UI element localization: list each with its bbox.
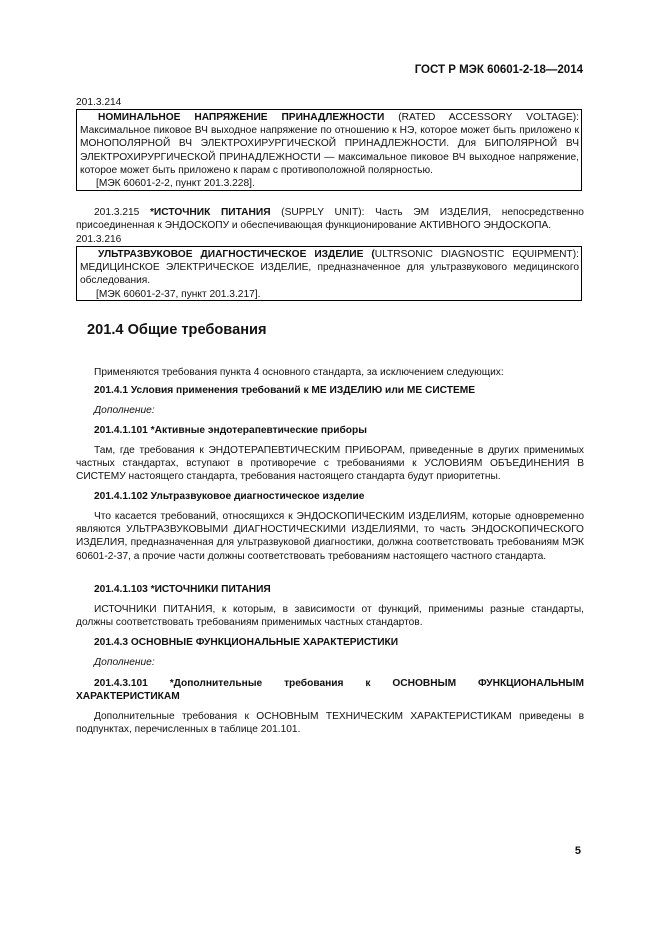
addition-label: Дополнение:	[94, 657, 155, 668]
definition-215	[76, 206, 584, 232]
definition-text: (SUPPLY UNIT): Часть ЭМ ИЗДЕЛИЯ, непосредственно присоединенная к ЭНДОСКОПУ и обеспечивающая функционирование АКТИВНОГО ЭНДОСКОПА.	[76, 207, 584, 232]
page-number: 5	[574, 845, 581, 857]
definition-number: 201.3.216	[76, 234, 122, 245]
definition-reference: [МЭК 60601-2-2, пункт 201.3.228].	[96, 178, 255, 190]
paragraph-4-3-101: Дополнительные требования к ОСНОВНЫМ ТЕХНИЧЕСКИМ ХАРАКТЕРИСТИКАМ приведены в подпунктах, перечисленных в таблице 201.101.	[76, 711, 584, 736]
definition-number: 201.3.215	[94, 207, 140, 218]
definition-box-214	[76, 109, 582, 191]
definition-term: НОМИНАЛЬНОЕ НАПРЯЖЕНИЕ ПРИНАДЛЕЖНОСТИ	[98, 112, 385, 123]
subsection-heading-4-1-102: 201.4.1.102 Ультразвуковое диагностическое изделие	[94, 491, 365, 502]
definition-term: УЛЬТРАЗВУКОВОЕ ДИАГНОСТИЧЕСКОЕ ИЗДЕЛИЕ (	[98, 249, 375, 260]
subsection-heading-4-1-103: 201.4.1.103 *ИСТОЧНИКИ ПИТАНИЯ	[94, 584, 271, 595]
definition-number-216	[76, 233, 584, 246]
definition-text: (RATED ACCESSORY VOLTAGE): Максимальное пиковое ВЧ выходное напряжение по отношению к НЭ, которое может быть приложено к МОНОПОЛЯРНОЙ ВЧ ЭЛЕКТРОХИРУРГИЧЕСКОЙ ПРИНАДЛЕЖНОСТИ. Для БИПОЛЯРНОЙ ВЧ ЭЛЕКТРОХИРУРГИЧЕСКОЙ ПРИНАДЛЕЖНОСТИ — максимальное пиковое ВЧ выходное напряжение, которое может быть приложено к парам с противоположной полярностью.	[80, 112, 579, 176]
definition-text: ULTRSONIC DIAGNOSTIC EQUIPMENT): МЕДИЦИНСКОЕ ЭЛЕКТРИЧЕСКОЕ ИЗДЕЛИЕ, предназначенное для ультразвукового медицинского обследования.	[80, 249, 579, 287]
paragraph-4-1-101: Там, где требования к ЭНДОТЕРАПЕВТИЧЕСКИМ ПРИБОРАМ, приведенные в других применимых частных стандартах, вступают в противоречие с требованиями к УСЛОВИЯМ ОБЪЕДИНЕНИЯ В СИСТЕМУ настоящего стандарта, требования настоящего стандарта будут приоритетны.	[76, 445, 584, 483]
addition-label: Дополнение:	[94, 405, 155, 416]
subsection-heading-4-3-101: 201.4.3.101 *Дополнительные требования к ОСНОВНЫМ ФУНКЦИОНАЛЬНЫМ ХАРАКТЕРИСТИКАМ	[76, 678, 584, 703]
definition-number: 201.3.214	[76, 97, 122, 108]
paragraph-4-1-102: Что касается требований, относящихся к ЭНДОСКОПИЧЕСКИМ ИЗДЕЛИЯМ, которые одновременно являются УЛЬТРАЗВУКОВЫМИ ДИАГНОСТИЧЕСКИМИ ИЗДЕЛИЯМИ, то часть ЭНДОСКОПИЧЕСКОГО ИЗДЕЛИЯ, предназначенная для ультразвуковой диагностики, должна соответствовать требованиям МЭК 60601-2-37, а прочие части должны соответствовать требованиям настоящего частного стандарта.	[76, 511, 584, 562]
subsection-heading-4-1-101: 201.4.1.101 *Активные эндотерапевтические приборы	[94, 425, 367, 436]
subsection-heading-4-1: 201.4.1 Условия применения требований к МЕ ИЗДЕЛИЮ или МЕ СИСТЕМЕ	[94, 385, 476, 396]
intro-paragraph: Применяются требования пункта 4 основного стандарта, за исключением следующих:	[94, 367, 504, 378]
definition-term: *ИСТОЧНИК ПИТАНИЯ	[149, 207, 271, 218]
paragraph-4-1-103: ИСТОЧНИКИ ПИТАНИЯ, к которым, в зависимости от функций, применимы разные стандарты, должны соответствовать требованиям применимых частных стандартов.	[76, 604, 584, 629]
section-heading: 201.4 Общие требования	[87, 322, 267, 338]
definition-number-214	[76, 96, 584, 109]
subsection-heading-4-3: 201.4.3 ОСНОВНЫЕ ФУНКЦИОНАЛЬНЫЕ ХАРАКТЕРИСТИКИ	[94, 637, 399, 648]
definition-box-216	[76, 246, 582, 301]
definition-reference: [МЭК 60601-2-37, пункт 201.3.217].	[96, 288, 261, 300]
document-header: ГОСТ Р МЭК 60601-2-18—2014	[414, 64, 583, 76]
